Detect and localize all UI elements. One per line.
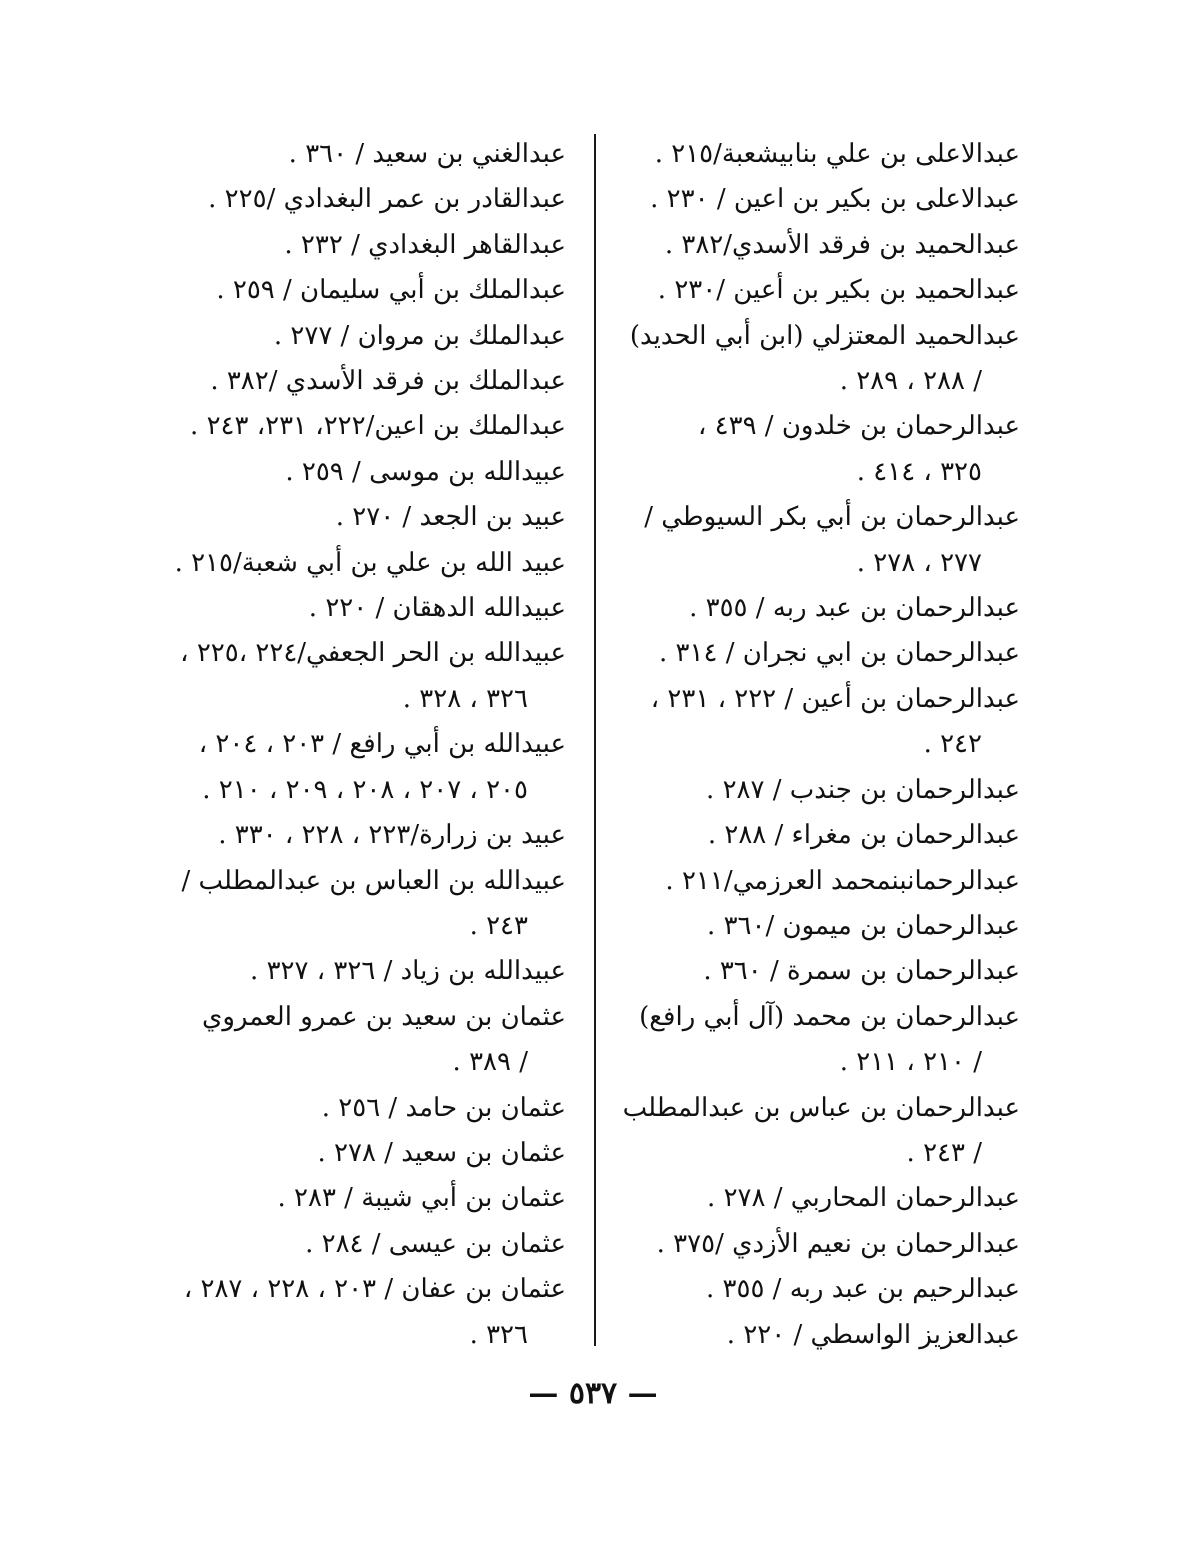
index-entry: عبدالرحمان بن أعين / ٢٢٢ ، ٢٣١ ، — [650, 683, 1020, 714]
index-entry: عثمان بن حامد / ٢٥٦ . — [321, 1092, 566, 1123]
index-entry: عبدالرحمان بن عباس بن عبدالمطلب — [622, 1092, 1020, 1123]
index-entry: عبدالاعلى بن بكير بن اعين / ٢٣٠ . — [650, 184, 1020, 215]
index-entry: عبدالرحمان بن مغراء / ٢٨٨ . — [707, 820, 1020, 851]
index-entry: عبيدالله بن موسى / ٢٥٩ . — [285, 456, 566, 487]
index-entry: عبدالقادر بن عمر البغدادي /٢٢٥ . — [208, 184, 566, 215]
index-entry: عثمان بن أبي شيبة / ٢٨٣ . — [277, 1183, 566, 1214]
index-entry: عبيدالله الدهقان / ٢٢٠ . — [308, 593, 566, 624]
index-entry-continuation: ٣٢٦ . — [469, 1319, 528, 1350]
index-entry: عبدالرحيم بن عبد ربه / ٣٥٥ . — [705, 1274, 1020, 1305]
index-entry: عبدالرحمان بن نعيم الأزدي /٣٧٥ . — [656, 1228, 1020, 1259]
index-entry: عبدالرحمانبنمحمد العرزمي/٢١١ . — [665, 865, 1020, 896]
index-entry: عثمان بن عيسى / ٢٨٤ . — [305, 1228, 566, 1259]
index-entry: عبدالرحمان المحاربي / ٢٧٨ . — [707, 1183, 1020, 1214]
index-entry: عثمان بن عفان / ٢٠٣ ، ٢٢٨ ، ٢٨٧ ، — [183, 1274, 566, 1305]
page-number: — ٥٣٧ — — [528, 1376, 658, 1411]
index-entry: عبدالملك بن مروان / ٢٧٧ . — [273, 320, 566, 351]
index-entry-continuation: ٣٢٦ ، ٣٢٨ . — [402, 683, 528, 714]
index-column-right — [608, 132, 1020, 1358]
index-entry-continuation: / ٢١٠ ، ٢١١ . — [839, 1047, 982, 1078]
index-entry: عبدالرحمان بن ميمون /٣٦٠ . — [707, 910, 1020, 941]
index-entry: عبدالرحمان بن ابي نجران / ٣١٤ . — [659, 638, 1020, 669]
index-column-left — [150, 132, 566, 1358]
index-entry: عبدالرحمان بن محمد (آل أبي رافع) — [639, 1001, 1020, 1032]
index-entry: عبدالرحمان بن خلدون / ٤٣٩ ، — [697, 411, 1020, 442]
index-entry-continuation: ٢٧٧ ، ٢٧٨ . — [856, 547, 982, 578]
index-entry-continuation: / ٢٨٨ ، ٢٨٩ . — [839, 366, 982, 397]
index-entry-continuation: ٣٢٥ ، ٤١٤ . — [856, 456, 982, 487]
index-entry: عبدالعزيز الواسطي / ٢٢٠ . — [726, 1319, 1020, 1350]
index-entry: عثمان بن سعيد / ٢٧٨ . — [317, 1137, 566, 1168]
index-entry: عبيد الله بن علي بن أبي شعبة/٢١٥ . — [174, 547, 566, 578]
index-entry: عبدالملك بن اعين/٢٢٢، ٢٣١، ٢٤٣ . — [190, 411, 566, 442]
index-entry: عبدالحميد بن بكير بن أعين /٢٣٠ . — [657, 275, 1020, 306]
index-entry: عبيدالله بن الحر الجعفي/٢٢٤ ،٢٢٥ ، — [180, 638, 566, 669]
index-entry: عبدالرحمان بن جندب / ٢٨٧ . — [706, 774, 1020, 805]
index-entry: عثمان بن سعيد بن عمرو العمروي — [201, 1001, 566, 1032]
index-entry: عبدالملك بن فرقد الأسدي /٣٨٢ . — [210, 366, 566, 397]
index-entry: عبيدالله بن أبي رافع / ٢٠٣ ، ٢٠٤ ، — [198, 729, 566, 760]
index-entry: عبيدالله بن زياد / ٣٢٦ ، ٣٢٧ . — [250, 956, 566, 987]
index-entry-continuation: / ٢٤٣ . — [906, 1137, 982, 1168]
index-entry: عبدالرحمان بن أبي بكر السيوطي / — [644, 502, 1020, 533]
index-entry-continuation: ٢٤٣ . — [469, 910, 528, 941]
index-entry: عبيدالله بن العباس بن عبدالمطلب / — [181, 865, 566, 896]
index-entry: عبدالغني بن سعيد / ٣٦٠ . — [288, 139, 566, 169]
index-entry: عبدالقاهر البغدادي / ٢٣٢ . — [284, 229, 566, 260]
index-entry: عبدالحميد بن فرقد الأسدي/٣٨٢ . — [664, 229, 1020, 260]
column-divider — [594, 134, 596, 1346]
index-entry: عبدالرحمان بن عبد ربه / ٣٥٥ . — [689, 593, 1020, 624]
index-entry: عبدالحميد المعتزلي (ابن أبي الحديد) — [629, 320, 1020, 351]
index-entry: عبدالملك بن أبي سليمان / ٢٥٩ . — [216, 275, 566, 306]
index-entry-continuation: ٢٠٥ ، ٢٠٧ ، ٢٠٨ ، ٢٠٩ ، ٢١٠ . — [202, 774, 528, 805]
index-entry-continuation: / ٣٨٩ . — [452, 1047, 528, 1078]
index-entry: عبدالرحمان بن سمرة / ٣٦٠ . — [703, 956, 1020, 987]
index-entry: عبدالاعلى بن علي بنابيشعبة/٢١٥ . — [654, 139, 1020, 169]
index-entry: عبيد بن زرارة/٢٢٣ ، ٢٢٨ ، ٣٣٠ . — [218, 820, 566, 851]
index-entry: عبيد بن الجعد / ٢٧٠ . — [335, 502, 566, 533]
index-entry-continuation: ٢٤٢ . — [923, 729, 982, 760]
